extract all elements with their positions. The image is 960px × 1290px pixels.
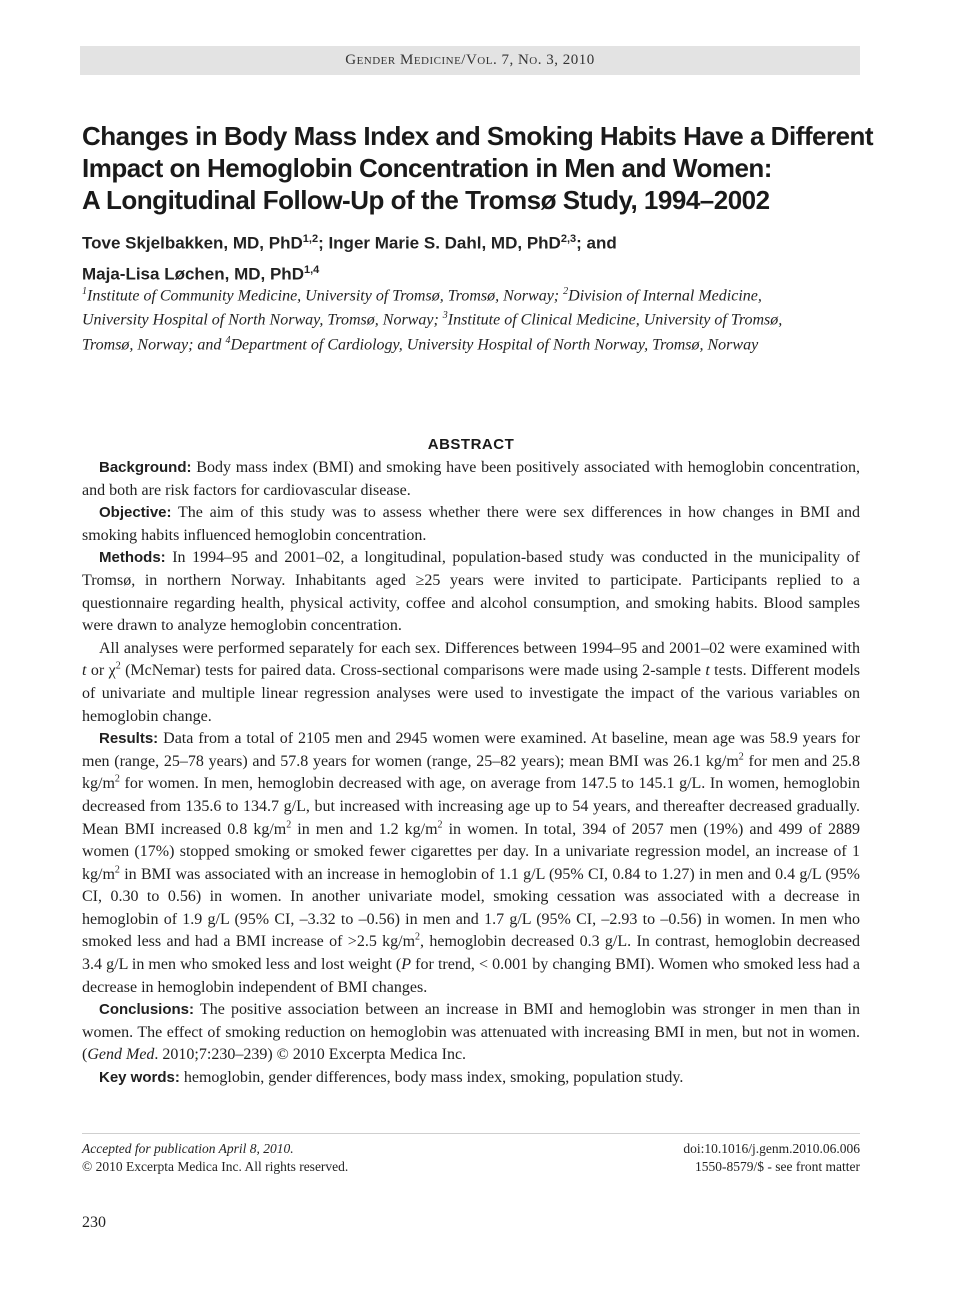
results-sup-5: 2 xyxy=(114,864,120,876)
background-text: Body mass index (BMI) and smoking have been positively associated with hemoglobin concentration, and both are risk factors for cardiovascular disease. xyxy=(82,459,860,499)
affil-text-3: Institute of Clinical Medicine, University of Tromsø, xyxy=(447,311,783,329)
affiliation-line-3 xyxy=(82,331,872,355)
author-line-1 xyxy=(82,226,862,257)
author-1: Tove Skjelbakken, MD, PhD xyxy=(82,233,303,253)
title-line-3: A Longitudinal Follow-Up of the Tromsø Study, 1994–2002 xyxy=(82,185,770,215)
abstract-heading: ABSTRACT xyxy=(427,436,515,453)
methods2-text-d: tests. Different models of univariate and multiple linear regression analyses were used to investigate the impact of the various variables on hemoglobin change. xyxy=(82,662,860,725)
methods-text: In 1994–95 and 2001–02, a longitudinal, population-based study was conducted in the municipality of Tromsø, in northern Norway. Inhabitants aged ≥25 years were invited to participate. Participants replied to a questionnaire regarding health, physical activity, coffee and alcohol consumption, and smoking habits. Blood samples were drawn to analyze hemoglobin concentration. xyxy=(82,549,860,635)
issn: 1550-8579/$ - see front matter xyxy=(695,1159,860,1174)
accepted-date: Accepted for publication April 8, 2010. xyxy=(82,1141,294,1156)
results-text-e: in women. In total, 394 of 2057 men (19%) and 499 of 2889 women (17%) stopped smoking or smoked fewer cigarettes per day. In a univariate regression model, an increase of 1 kg/m xyxy=(82,820,861,883)
results-sup-4: 2 xyxy=(437,819,443,831)
methods2-text-b: or χ xyxy=(86,662,116,680)
copyright-notice: © 2010 Excerpta Medica Inc. All rights reserved. xyxy=(82,1159,349,1174)
methods2-text-a: All analyses were performed separately for each sex. Differences between 1994–95 and 2001–02 were examined with xyxy=(99,639,860,657)
author-2-affil: 2,3 xyxy=(560,233,577,245)
affiliations xyxy=(82,282,872,355)
results-text-h: for trend, < 0.001 by changing BMI). Women who smoked less had a decrease in hemoglobin independent of BMI changes. xyxy=(82,956,860,996)
author-2: ; Inger Marie S. Dahl, MD, PhD xyxy=(318,233,561,253)
affil-text-2: Division of Internal Medicine, xyxy=(568,287,762,305)
abstract-results xyxy=(82,728,860,999)
results-sup-3: 2 xyxy=(286,819,292,831)
affiliation-line-1 xyxy=(82,282,872,306)
methods2-t2: t xyxy=(705,662,710,680)
title-line-2: Impact on Hemoglobin Concentration in Men and Women: xyxy=(82,153,772,183)
affil-text-4: Department of Cardiology, University Hospital of North Norway, Tromsø, Norway xyxy=(230,335,759,353)
footer-left xyxy=(82,1140,482,1176)
author-1-affil: 1,2 xyxy=(302,233,319,245)
results-text-g: , hemoglobin decreased 0.3 g/L. In contrast, hemoglobin decreased 3.4 g/L in men who smoked less and lost weight ( xyxy=(82,933,860,974)
article-title xyxy=(82,120,872,216)
affil-marker-2: 2 xyxy=(563,286,569,297)
footer-right xyxy=(460,1140,860,1176)
results-sup-1: 2 xyxy=(738,751,744,763)
results-text-a: Data from a total of 2105 men and 2945 women were examined. At baseline, mean age was 58.9 years for men (range, 25–78 years) and 57.8 years for women (range, 25–82 years); mean BMI was 26.1 kg/m xyxy=(82,730,860,770)
affil-text-3b: Tromsø, Norway; and xyxy=(82,335,226,353)
author-3: Maja-Lisa Løchen, MD, PhD xyxy=(82,264,304,284)
abstract-keywords xyxy=(82,1067,860,1090)
title-line-1: Changes in Body Mass Index and Smoking Habits Have a Different xyxy=(82,121,874,151)
abstract-background xyxy=(82,457,860,502)
abstract-objective xyxy=(82,502,860,547)
abstract-methods-2 xyxy=(82,638,860,728)
abstract-methods xyxy=(82,547,860,637)
conclusions-text-b: . 2010;7:230–239) © 2010 Excerpta Medica Inc. xyxy=(154,1046,467,1064)
affil-marker-3: 3 xyxy=(442,310,448,322)
methods2-sup: 2 xyxy=(115,661,121,673)
conclusions-text-a: The positive association between an increase in BMI and hemoglobin was stronger in men than in women. The effect of smoking reduction on hemoglobin was attenuated with increasing BMI in men, but not in women. ( xyxy=(82,1001,860,1064)
results-sup-6: 2 xyxy=(415,932,421,944)
affil-text-1: Institute of Community Medicine, University of Tromsø, Tromsø, Norway; xyxy=(87,287,564,305)
methods2-text-c: (McNemar) tests for paired data. Cross-sectional comparisons were made using 2-sample xyxy=(120,662,706,680)
keywords-label: Key words: xyxy=(99,1069,180,1087)
background-label: Background: xyxy=(99,459,192,476)
page-number: 230 xyxy=(82,1214,106,1231)
doi[interactable]: doi:10.1016/j.genm.2010.06.006 xyxy=(683,1141,860,1156)
abstract-conclusions xyxy=(82,999,860,1067)
affil-marker-1: 1 xyxy=(82,286,87,297)
author-list xyxy=(82,226,862,287)
results-text-c: for women. In men, hemoglobin decreased with age, on average from 147.5 to 145.1 g/L. In women, hemoglobin decreased from 135.6 to 134.7 g/L, but increased with increasing age up to 54 years, and thereafter decreased gradually. Mean BMI increased 0.8 kg/m xyxy=(82,775,860,838)
running-header: Gender Medicine/Vol. 7, No. 3, 2010 xyxy=(80,46,860,75)
author-3-affil: 1,4 xyxy=(303,263,320,276)
keywords-text: hemoglobin, gender differences, body mass index, smoking, population study. xyxy=(179,1069,684,1087)
affiliation-line-2 xyxy=(82,306,872,330)
methods2-t: t xyxy=(82,662,87,680)
affil-text-2b: University Hospital of North Norway, Tromsø, Norway; xyxy=(82,311,443,329)
results-sup-2: 2 xyxy=(114,773,120,785)
objective-label: Objective: xyxy=(99,504,172,522)
affil-marker-4: 4 xyxy=(225,334,231,346)
conclusions-label: Conclusions: xyxy=(99,1001,195,1019)
results-label: Results: xyxy=(99,730,159,748)
results-text-b: for men and 25.8 kg/m xyxy=(82,752,860,793)
methods-label: Methods: xyxy=(99,549,166,567)
results-text-f: in BMI was associated with an increase in hemoglobin of 1.1 g/L (95% CI, 0.84 to 1.27) in men and 0.4 g/L (95% CI, 0.30 to 0.56) in women. In another univariate model, smoking cessation was associated with a decrease in hemoglobin of 1.9 g/L (95% CI, –3.32 to –0.56) in men and 1.7 g/L (95% CI, –2.93 to –0.56) in women. In men who smoked less and had a BMI increase of >2.5 kg/m xyxy=(82,865,860,951)
footer-divider xyxy=(82,1133,860,1134)
objective-text: The aim of this study was to assess whether there were sex differences in how changes in BMI and smoking habits influenced hemoglobin concentration. xyxy=(82,504,860,544)
results-text-d: in men and 1.2 kg/m xyxy=(291,820,438,838)
conclusions-journal: Gend Med xyxy=(87,1046,155,1064)
results-p: P xyxy=(401,956,412,974)
author-conjunction: ; and xyxy=(576,233,617,253)
abstract-body xyxy=(82,457,860,1090)
